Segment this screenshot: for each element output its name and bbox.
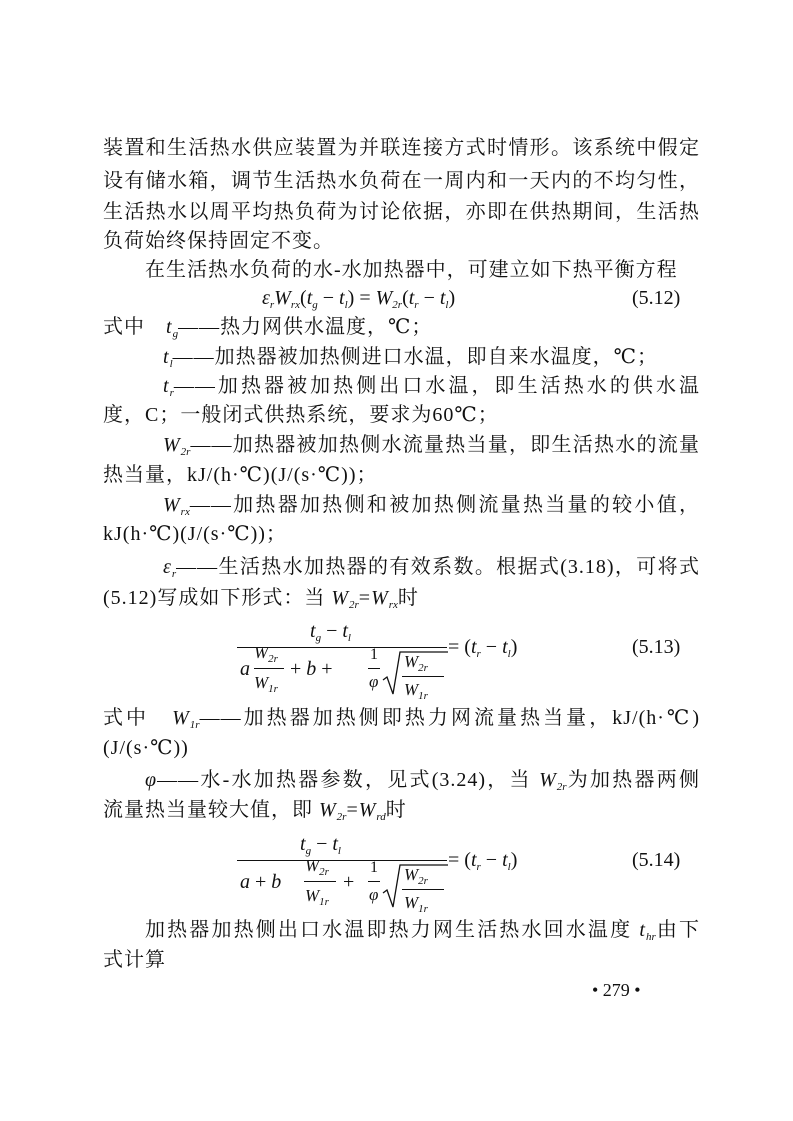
- numerator: [310, 616, 351, 646]
- denominator-a: [240, 654, 250, 684]
- ratio-top: [404, 647, 428, 677]
- definition-line: [103, 312, 700, 342]
- definition-line: [163, 342, 700, 372]
- text-run: = (: [448, 849, 471, 871]
- math-variable: t: [163, 375, 170, 397]
- math-variable: W: [254, 643, 269, 662]
- text-run: =: [358, 587, 372, 609]
- text-run: +: [290, 658, 307, 680]
- text-run: ——加热器被加热侧进口水温，即自来水温度，℃；: [172, 346, 658, 368]
- math-subscript: 2r: [180, 446, 191, 458]
- text-run: = (: [448, 636, 471, 658]
- text-run: 为加热器两侧: [566, 769, 700, 791]
- math-variable: ε: [163, 556, 172, 578]
- text-run: −: [321, 620, 343, 642]
- equation-number: (5.13): [632, 636, 681, 658]
- math-subscript: g: [305, 845, 312, 857]
- math-subscript: rx: [290, 299, 301, 311]
- math-subscript: l: [337, 845, 341, 857]
- text-run: 式中: [103, 316, 166, 338]
- paragraph-line: [103, 226, 700, 256]
- equation-number: (5.14): [632, 849, 681, 871]
- page-number: • 279 •: [592, 980, 641, 1000]
- plus: +: [343, 871, 355, 893]
- math-subscript: r: [269, 299, 275, 311]
- ratio-bottom: [404, 888, 428, 918]
- text-run: 由下: [655, 919, 700, 941]
- math-variable: b: [271, 871, 282, 893]
- one: 1: [370, 859, 378, 876]
- math-variable: t: [166, 316, 173, 338]
- text-run: (5.12)写成如下形式：当: [103, 587, 332, 609]
- equation-5-12: [262, 283, 455, 313]
- math-variable: W: [319, 799, 337, 821]
- math-variable: t: [342, 620, 348, 642]
- math-variable: W: [375, 287, 393, 309]
- text-run: ——加热器被加热侧出口水温，即生活热水的供水温: [173, 375, 700, 397]
- definition-line: [103, 460, 700, 490]
- right-hand-side: [448, 632, 517, 662]
- paragraph-line: [103, 945, 700, 975]
- math-subscript: 1r: [319, 896, 329, 908]
- math-variable: t: [639, 919, 646, 941]
- definition-line: [163, 490, 700, 520]
- math-subscript: l: [347, 632, 351, 644]
- math-variable: t: [300, 833, 306, 855]
- paragraph-line: [103, 583, 700, 613]
- text-run: 在生活热水负荷的水-水加热器中，可建立如下热平衡方程: [145, 259, 678, 281]
- math-variable: t: [408, 287, 415, 309]
- math-variable: t: [306, 287, 313, 309]
- math-variable: φ: [145, 769, 158, 791]
- math-variable: t: [502, 636, 508, 658]
- text-run: 流量热当量较大值，即: [103, 799, 319, 821]
- math-variable: W: [172, 707, 190, 729]
- paragraph-line: [103, 795, 700, 825]
- phi: φ: [369, 885, 379, 904]
- math-subscript: 2r: [392, 299, 403, 311]
- math-variable: b: [306, 658, 317, 680]
- math-variable: W: [404, 680, 419, 699]
- math-subscript: rd: [376, 811, 386, 823]
- math-variable: t: [310, 620, 316, 642]
- math-subscript: rx: [180, 506, 190, 518]
- text-run: ——水-水加热器参数，见式(3.24)，当: [157, 769, 540, 791]
- text-run: (: [300, 287, 307, 309]
- math-subscript: 1r: [268, 683, 278, 695]
- math-variable: t: [339, 287, 345, 309]
- math-variable: W: [163, 494, 181, 516]
- math-variable: W: [163, 434, 181, 456]
- math-variable: t: [502, 849, 508, 871]
- math-subscript: rx: [388, 599, 398, 611]
- text-run: ): [448, 287, 456, 309]
- text-run: 负荷始终保持固定不变。: [103, 230, 334, 252]
- text-run: −: [311, 833, 333, 855]
- equation-number: (5.12): [632, 287, 681, 309]
- text-run: 度，C；一般闭式供热系统，要求为60℃；: [103, 404, 499, 426]
- math-variable: t: [439, 287, 446, 309]
- math-variable: W: [371, 587, 389, 609]
- text-run: 时: [385, 799, 407, 821]
- math-subscript: l: [507, 648, 511, 660]
- ratio-bottom: [254, 668, 278, 698]
- math-subscript: 2r: [268, 653, 278, 665]
- text-run: ——热力网供水温度，℃；: [178, 316, 433, 338]
- one: 1: [370, 646, 378, 663]
- definition-line: [163, 371, 700, 401]
- math-subscript: r: [476, 861, 481, 873]
- text-run: kJ(h·℃)(J/(s·℃))；: [103, 523, 287, 545]
- text-run: 装置和生活热水供应装置为并联连接方式时情形。该系统中假定: [103, 137, 700, 159]
- definition-line: [103, 400, 700, 430]
- paragraph-line: [103, 197, 700, 227]
- ratio-top: [305, 851, 329, 881]
- text-run: 生活热水以周平均热负荷为讨论依据，亦即在供热期间，生活热: [103, 201, 700, 223]
- text-run: 式计算: [103, 949, 166, 971]
- math-subscript: l: [507, 861, 511, 873]
- math-variable: W: [254, 673, 269, 692]
- text-run: −: [480, 636, 503, 658]
- math-subscript: r: [169, 387, 174, 399]
- math-variable: W: [404, 652, 419, 671]
- math-variable: W: [539, 769, 557, 791]
- text-run: (J/(s·℃)): [103, 737, 189, 759]
- text-run: 设有储水箱，调节生活热水负荷在一周内和一天内的不均匀性，: [103, 170, 700, 192]
- text-run: ——加热器加热侧和被加热侧流量热当量的较小值，: [189, 494, 700, 516]
- text-run: ): [510, 849, 518, 871]
- paragraph-line: [145, 255, 700, 285]
- definition-line: [103, 733, 700, 763]
- math-subscript: 2r: [319, 866, 329, 878]
- math-variable: t: [163, 346, 170, 368]
- ratio-top: [404, 860, 428, 890]
- text-run: ) =: [347, 287, 376, 309]
- definition-line: [163, 552, 700, 582]
- math-subscript: l: [169, 358, 173, 370]
- text-run: ——生活热水加热器的有效系数。根据式(3.18)，可将式: [176, 556, 700, 578]
- math-variable: W: [358, 799, 377, 821]
- text-run: 时: [397, 587, 419, 609]
- ratio-bottom: [404, 675, 428, 705]
- math-variable: W: [305, 886, 320, 905]
- math-variable: t: [470, 849, 477, 871]
- right-hand-side: [448, 845, 517, 875]
- math-variable: W: [404, 893, 419, 912]
- phi: φ: [369, 672, 379, 691]
- ratio-top: [254, 638, 278, 668]
- paragraph-line: [145, 915, 700, 945]
- denominator-a: [240, 867, 281, 897]
- math-subscript: 2r: [556, 781, 567, 793]
- math-variable: W: [404, 865, 419, 884]
- definition-line: [163, 430, 700, 460]
- math-subscript: 1r: [418, 690, 428, 702]
- math-subscript: 1r: [189, 719, 200, 731]
- math-variable: W: [331, 587, 349, 609]
- math-subscript: 2r: [349, 599, 359, 611]
- math-variable: W: [305, 856, 320, 875]
- text-run: +: [250, 871, 272, 893]
- text-run: =: [346, 799, 359, 821]
- math-subscript: r: [476, 648, 481, 660]
- math-subscript: r: [414, 299, 419, 311]
- text-run: ): [510, 636, 518, 658]
- definition-line: [145, 765, 700, 795]
- math-subscript: g: [312, 299, 318, 311]
- text-run: 式中: [103, 707, 173, 729]
- definition-line: [103, 519, 700, 549]
- denominator-mid: [290, 654, 333, 684]
- math-variable: a: [240, 871, 250, 893]
- math-variable: t: [470, 636, 477, 658]
- math-subscript: hr: [645, 931, 656, 943]
- text-run: −: [480, 849, 503, 871]
- math-subscript: r: [171, 568, 177, 580]
- math-variable: ε: [262, 287, 270, 309]
- text-run: 热当量，kJ/(h·℃)(J/(s·℃))；: [103, 464, 378, 486]
- math-subscript: 1r: [418, 903, 428, 915]
- math-subscript: 2r: [418, 662, 428, 674]
- math-subscript: g: [315, 632, 322, 644]
- math-variable: t: [332, 833, 338, 855]
- text-run: −: [317, 287, 340, 309]
- ratio-bottom: [305, 881, 329, 911]
- math-subscript: l: [344, 299, 348, 311]
- text-run: ——加热器加热侧即热力网流量热当量，kJ/(h·℃): [199, 707, 700, 729]
- text-run: 加热器加热侧出口水温即热力网生活热水回水温度: [145, 919, 640, 941]
- paragraph-line: [103, 166, 700, 196]
- text-run: (: [402, 287, 409, 309]
- math-subscript: g: [172, 328, 179, 340]
- text-run: −: [418, 287, 440, 309]
- text-run: +: [316, 658, 333, 680]
- math-variable: W: [274, 287, 291, 309]
- math-subscript: l: [445, 299, 449, 311]
- definition-line: [103, 703, 700, 733]
- paragraph-line: [103, 133, 700, 163]
- math-variable: a: [240, 658, 250, 680]
- text-run: ——加热器被加热侧水流量热当量，即生活热水的流量: [190, 434, 700, 456]
- math-subscript: 2r: [418, 875, 428, 887]
- math-subscript: 2r: [336, 811, 347, 823]
